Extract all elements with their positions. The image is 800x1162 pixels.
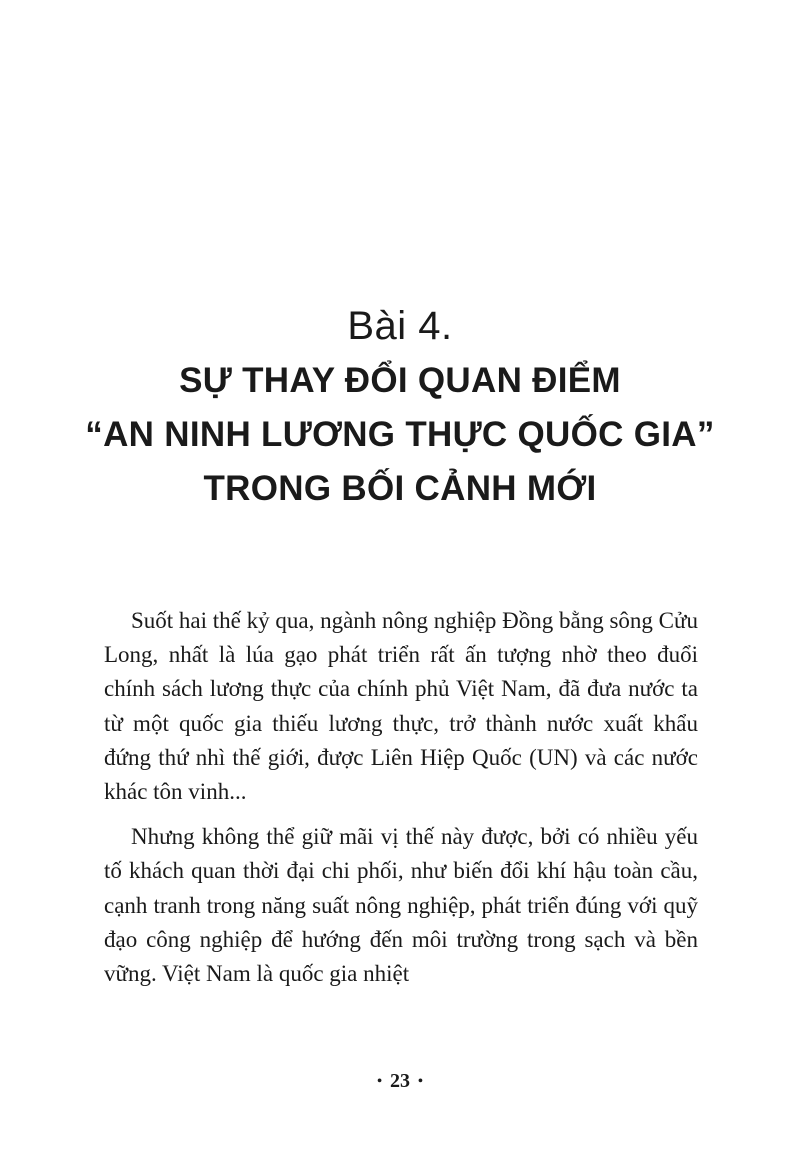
chapter-heading bbox=[0, 298, 800, 516]
bullet-right-icon: • bbox=[418, 1074, 423, 1089]
bullet-left-icon: • bbox=[377, 1074, 382, 1089]
chapter-title-line-1: SỰ THAY ĐỔI QUAN ĐIỂM bbox=[179, 361, 621, 400]
body-text bbox=[104, 604, 698, 991]
paragraph-2: Nhưng không thể giữ mãi vị thế này được, bởi có nhiều yếu tố khách quan thời đại chi phối, như biến đổi khí hậu toàn cầu, cạnh tranh trong năng suất nông nghiệp, phát triển đúng với quỹ đạo công nghiệp để hướng đến môi trường trong sạch và bền vững. Việt Nam là quốc gia nhiệt bbox=[104, 824, 698, 987]
chapter-title-line-3: TRONG BỐI CẢNH MỚI bbox=[203, 469, 597, 508]
page-number: 23 bbox=[390, 1070, 410, 1092]
paragraph-1: Suốt hai thế kỷ qua, ngành nông nghiệp Đồng bằng sông Cửu Long, nhất là lúa gạo phát triển rất ấn tượng nhờ theo đuổi chính sách lương thực của chính phủ Việt Nam, đã đưa nước ta từ một quốc gia thiếu lương thực, trở thành nước xuất khẩu đứng thứ nhì thế giới, được Liên Hiệp Quốc (UN) và các nước khác tôn vinh... bbox=[104, 608, 698, 805]
chapter-title-line-2: “AN NINH LƯƠNG THỰC QUỐC GIA” bbox=[85, 415, 715, 454]
page-footer bbox=[0, 1067, 800, 1096]
lesson-number: Bài 4. bbox=[347, 304, 453, 348]
